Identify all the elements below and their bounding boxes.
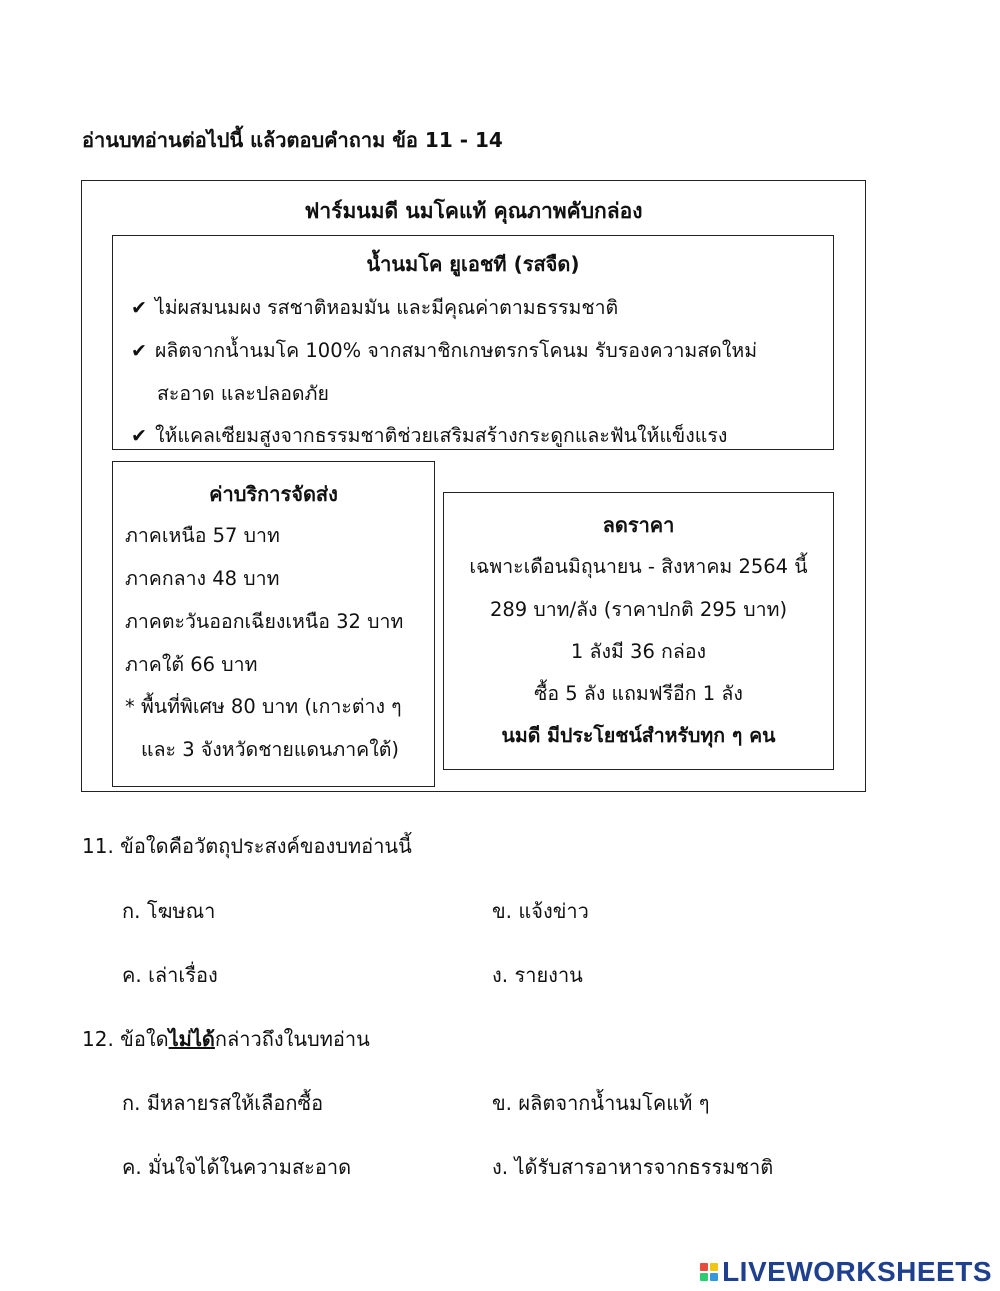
slogan: นมดี มีประโยชน์สำหรับทุก ๆ คน bbox=[501, 724, 776, 747]
option-11-a[interactable]: ก. โฆษณา bbox=[122, 899, 216, 923]
feature-item bbox=[131, 292, 618, 323]
checkmark-icon: ✔ bbox=[131, 425, 147, 447]
option-12-b[interactable]: ข. ผลิตจากน้ำนมโคแท้ ๆ bbox=[492, 1091, 710, 1115]
logo-mark-square bbox=[700, 1273, 708, 1281]
shipping-line: ภาคกลาง 48 บาท bbox=[125, 567, 280, 590]
shipping-line: และ 3 จังหวัดชายแดนภาคใต้) bbox=[141, 738, 400, 761]
shipping-line: ภาคใต้ 66 บาท bbox=[125, 653, 258, 676]
option-11-c[interactable]: ค. เล่าเรื่อง bbox=[122, 963, 218, 987]
discount-line: 289 บาท/ลัง (ราคาปกติ 295 บาท) bbox=[489, 598, 788, 621]
feature-text: ให้แคลเซียมสูงจากธรรมชาติช่วยเสริมสร้างกระดูกและฟันให้แข็งแรง bbox=[155, 424, 728, 447]
discount-line: ซื้อ 5 ลัง แถมฟรีอีก 1 ลัง bbox=[534, 682, 743, 705]
option-11-b[interactable]: ข. แจ้งข่าว bbox=[492, 899, 589, 923]
logo-mark-square bbox=[710, 1263, 718, 1271]
checkmark-icon: ✔ bbox=[131, 297, 147, 319]
question-11: 11. ข้อใดคือวัตถุประสงค์ของบทอ่านนี้ bbox=[82, 834, 412, 858]
shipping-line: ภาคเหนือ 57 บาท bbox=[125, 524, 280, 547]
shipping-box bbox=[112, 461, 435, 787]
option-12-d[interactable]: ง. ได้รับสารอาหารจากธรรมชาติ bbox=[492, 1155, 774, 1179]
logo-mark-square bbox=[710, 1273, 718, 1281]
shipping-line: * พื้นที่พิเศษ 80 บาท (เกาะต่าง ๆ bbox=[125, 695, 402, 718]
discount-line: เฉพาะเดือนมิถุนายน - สิงหาคม 2564 นี้ bbox=[469, 555, 808, 578]
shipping-line: ภาคตะวันออกเฉียงเหนือ 32 บาท bbox=[125, 610, 404, 633]
option-11-d[interactable]: ง. รายงาน bbox=[492, 963, 583, 987]
checkmark-icon: ✔ bbox=[131, 340, 147, 362]
product-box bbox=[112, 235, 834, 450]
logo-mark-icon bbox=[700, 1263, 718, 1281]
question-12-prefix: 12. ข้อใด bbox=[82, 1027, 169, 1051]
logo-mark-square bbox=[700, 1263, 708, 1271]
option-12-a[interactable]: ก. มีหลายรสให้เลือกซื้อ bbox=[122, 1091, 324, 1115]
advertisement-box bbox=[81, 180, 866, 792]
discount-box bbox=[443, 492, 834, 770]
logo-text: LIVEWORKSHEETS bbox=[722, 1256, 992, 1287]
question-12 bbox=[82, 1023, 370, 1055]
product-title: น้ำนมโค ยูเอชที (รสจืด) bbox=[366, 252, 580, 276]
feature-text: ผลิตจากน้ำนมโค 100% จากสมาชิกเกษตรกรโคนม รับรองความสดใหม่ bbox=[155, 339, 758, 362]
discount-line: 1 ลังมี 36 กล่อง bbox=[570, 640, 707, 663]
ad-title: ฟาร์มนมดี นมโคแท้ คุณภาพคับกล่อง bbox=[304, 199, 643, 223]
feature-item bbox=[131, 420, 727, 451]
option-12-c[interactable]: ค. มั่นใจได้ในความสะอาด bbox=[122, 1155, 352, 1179]
instruction-heading: อ่านบทอ่านต่อไปนี้ แล้วตอบคำถาม ข้อ 11 - 14 bbox=[82, 128, 503, 152]
discount-title: ลดราคา bbox=[602, 513, 675, 537]
question-12-emphasis: ไม่ได้ bbox=[168, 1027, 215, 1051]
shipping-title: ค่าบริการจัดส่ง bbox=[209, 482, 338, 506]
liveworksheets-logo bbox=[700, 1256, 992, 1288]
feature-text-continued: สะอาด และปลอดภัย bbox=[157, 382, 329, 405]
feature-text: ไม่ผสมนมผง รสชาติหอมมัน และมีคุณค่าตามธรรมชาติ bbox=[155, 296, 619, 319]
feature-item bbox=[131, 335, 757, 366]
question-12-suffix: กล่าวถึงในบทอ่าน bbox=[214, 1027, 370, 1051]
